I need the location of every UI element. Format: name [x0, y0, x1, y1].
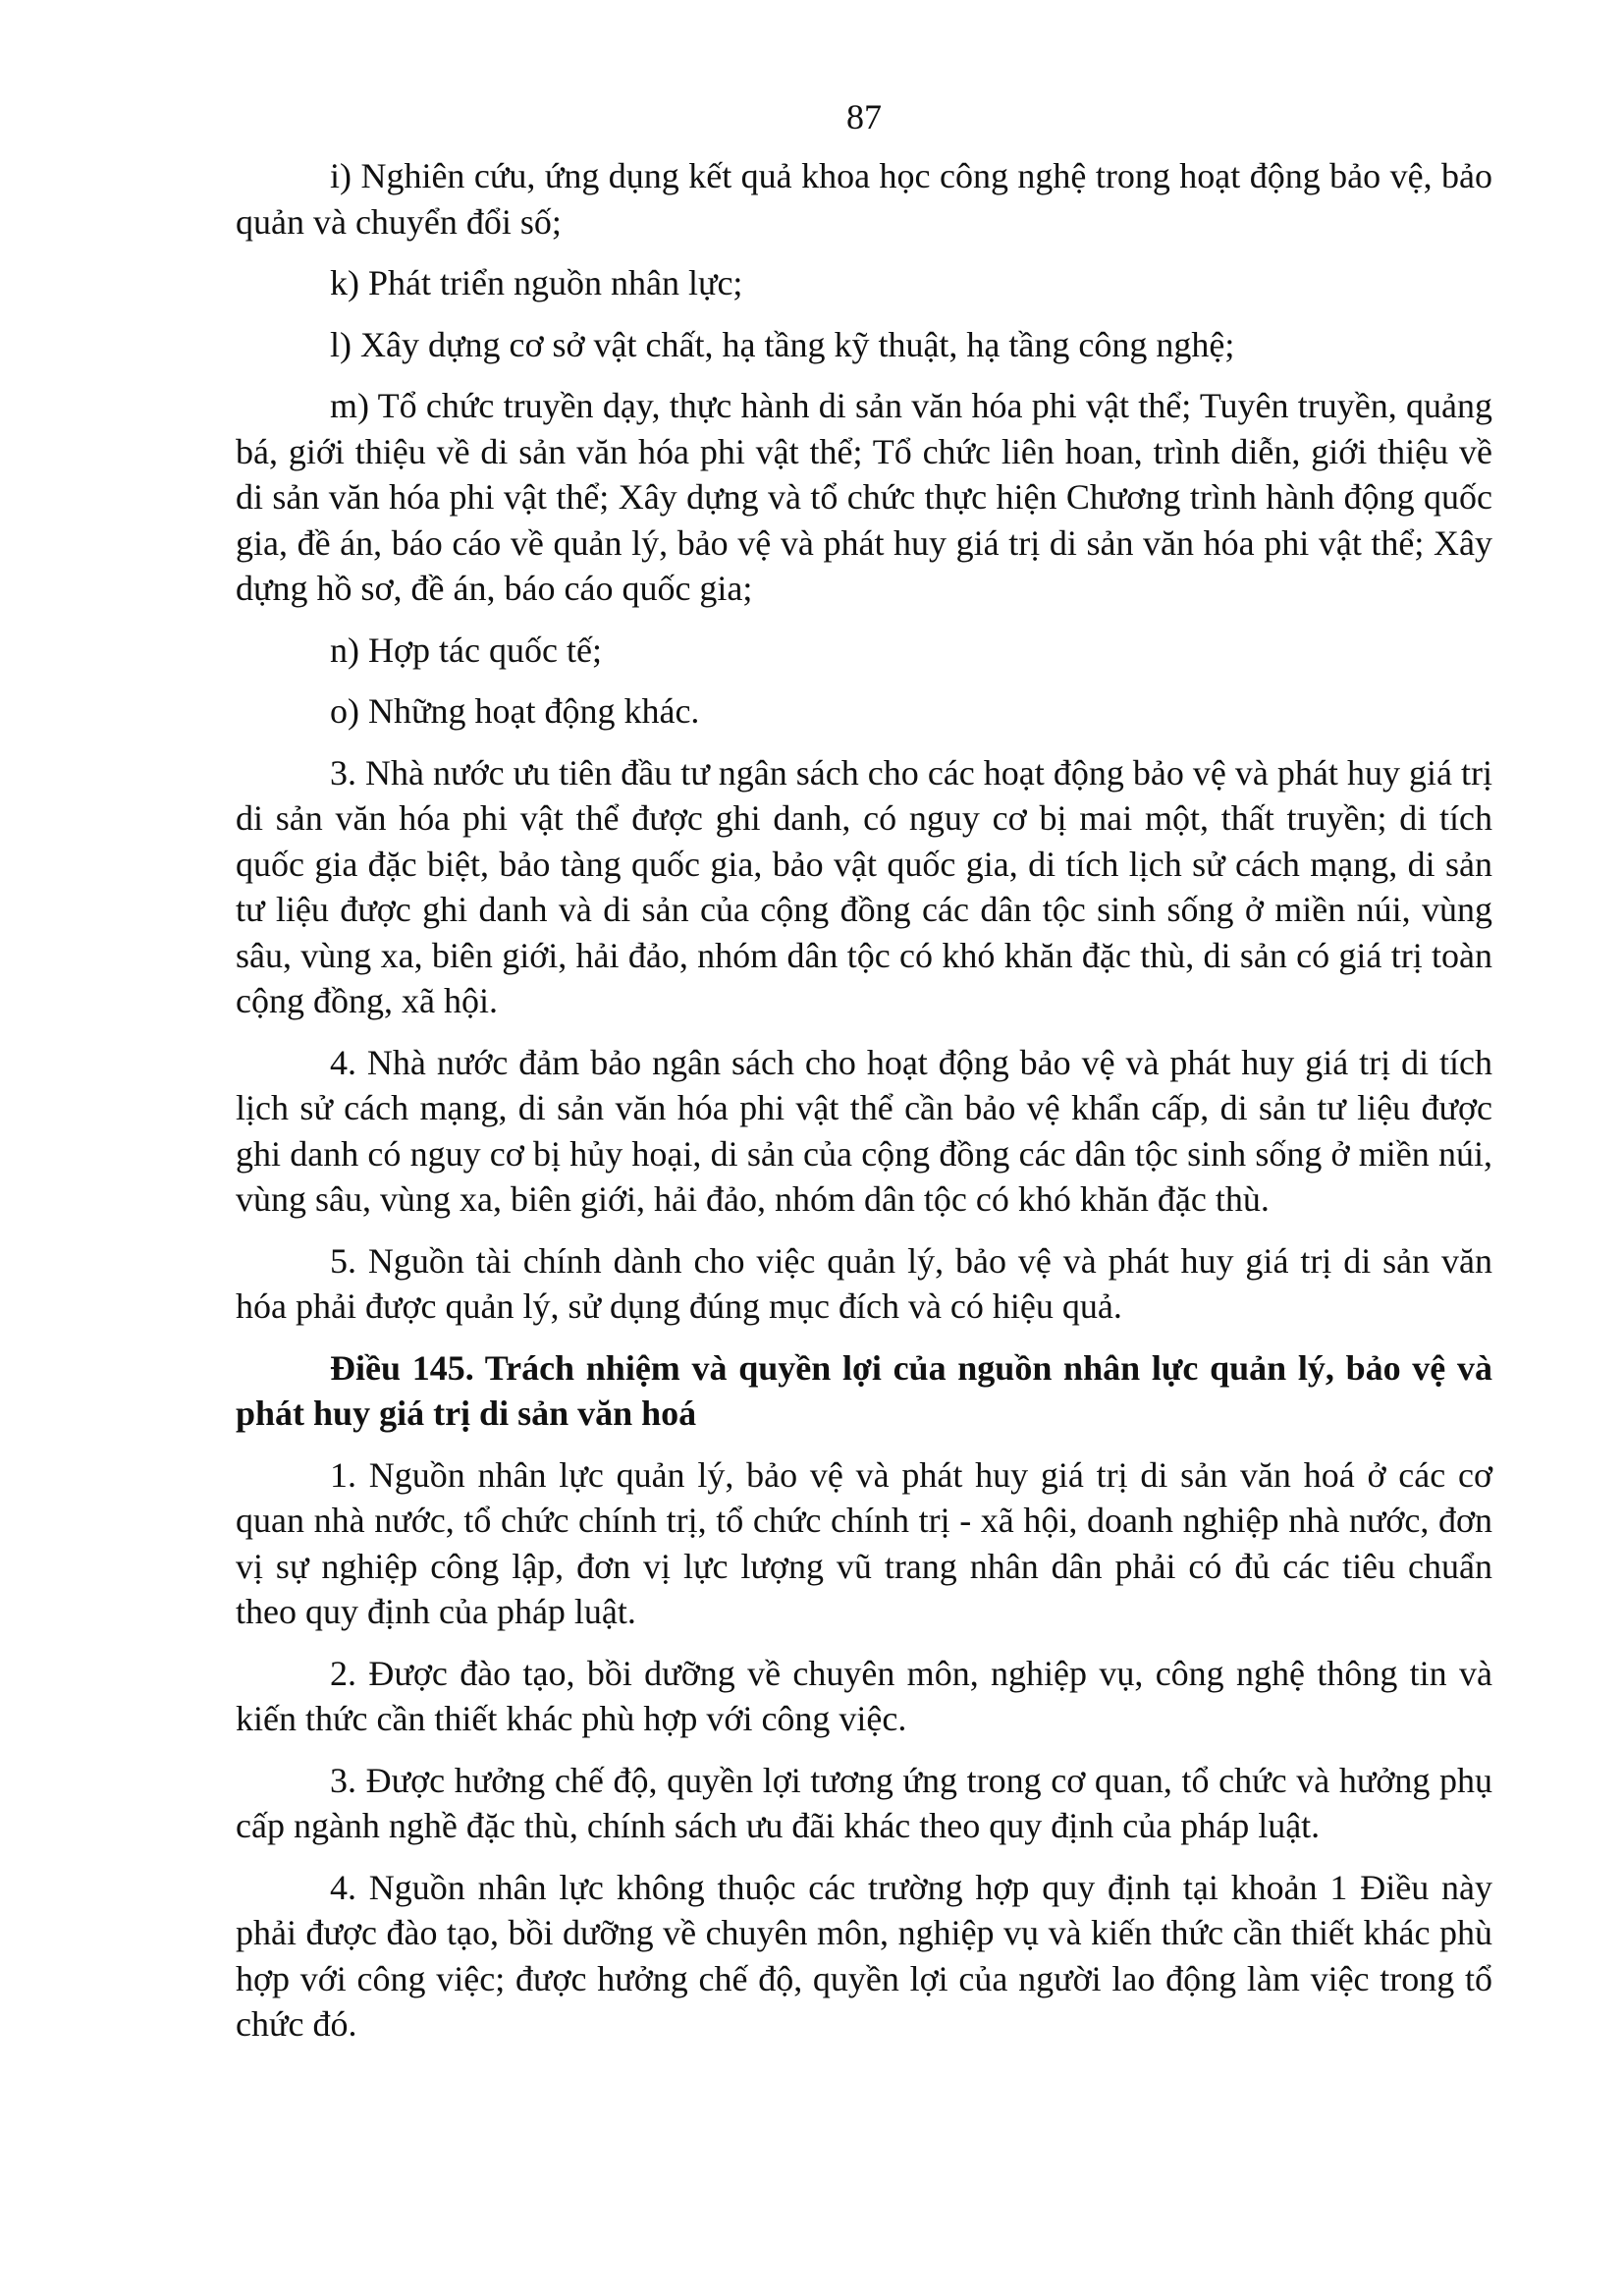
article-clause-2: 2. Được đào tạo, bồi dưỡng về chuyên môn, nghiệp vụ, công nghệ thông tin và kiến thức cần thiết khác phù hợp với công việc.	[236, 1653, 1492, 1738]
article-heading: Điều 145. Trách nhiệm và quyền lợi của nguồn nhân lực quản lý, bảo vệ và phát huy giá trị di sản văn hoá	[236, 1347, 1492, 1433]
page-number: 87	[846, 97, 882, 137]
paragraph-item-i: i) Nghiên cứu, ứng dụng kết quả khoa học công nghệ trong hoạt động bảo vệ, bảo quản và chuyển đổi số;	[236, 156, 1492, 242]
paragraph-clause-4: 4. Nhà nước đảm bảo ngân sách cho hoạt động bảo vệ và phát huy giá trị di tích lịch sử cách mạng, di sản văn hóa phi vật thể cần bảo vệ khẩn cấp, di sản tư liệu được ghi danh có nguy cơ bị hủy hoại, di sản của cộng đồng các dân tộc sinh sống ở miền núi, vùng sâu, vùng xa, biên giới, hải đảo, nhóm dân tộc có khó khăn đặc thù.	[236, 1042, 1492, 1219]
paragraph-clause-5: 5. Nguồn tài chính dành cho việc quản lý, bảo vệ và phát huy giá trị di sản văn hóa phải được quản lý, sử dụng đúng mục đích và có hiệu quả.	[236, 1240, 1492, 1326]
article-clause-1: 1. Nguồn nhân lực quản lý, bảo vệ và phát huy giá trị di sản văn hoá ở các cơ quan nhà nước, tổ chức chính trị, tổ chức chính trị - xã hội, doanh nghiệp nhà nước, đơn vị sự nghiệp công lập, đơn vị lực lượng vũ trang nhân dân phải có đủ các tiêu chuẩn theo quy định của pháp luật.	[236, 1454, 1492, 1631]
article-clause-4: 4. Nguồn nhân lực không thuộc các trường hợp quy định tại khoản 1 Điều này phải được đào tạo, bồi dưỡng về chuyên môn, nghiệp vụ và kiến thức cần thiết khác phù hợp với công việc; được hưởng chế độ, quyền lợi của người lao động làm việc trong tổ chức đó.	[236, 1867, 1492, 2044]
article-clause-3: 3. Được hưởng chế độ, quyền lợi tương ứng trong cơ quan, tổ chức và hưởng phụ cấp ngành nghề đặc thù, chính sách ưu đãi khác theo quy định của pháp luật.	[236, 1760, 1492, 1845]
paragraph-item-k: k) Phát triển nguồn nhân lực;	[330, 263, 743, 302]
paragraph-item-o: o) Những hoạt động khác.	[330, 691, 700, 731]
document-page	[236, 94, 1492, 2063]
paragraph-clause-3: 3. Nhà nước ưu tiên đầu tư ngân sách cho các hoạt động bảo vệ và phát huy giá trị di sản văn hóa phi vật thể được ghi danh, có nguy cơ bị mai một, thất truyền; di tích quốc gia đặc biệt, bảo tàng quốc gia, bảo vật quốc gia, di tích lịch sử cách mạng, di sản tư liệu được ghi danh và di sản của cộng đồng các dân tộc sinh sống ở miền núi, vùng sâu, vùng xa, biên giới, hải đảo, nhóm dân tộc có khó khăn đặc thù, di sản có giá trị toàn cộng đồng, xã hội.	[236, 752, 1492, 1020]
paragraph-item-l: l) Xây dựng cơ sở vật chất, hạ tầng kỹ thuật, hạ tầng công nghệ;	[330, 324, 1235, 364]
paragraph-item-n: n) Hợp tác quốc tế;	[330, 629, 602, 670]
paragraph-item-m: m) Tổ chức truyền dạy, thực hành di sản văn hóa phi vật thể; Tuyên truyền, quảng bá, giới thiệu về di sản văn hóa phi vật thể; Tổ chức liên hoan, trình diễn, giới thiệu về di sản văn hóa phi vật thể; Xây dựng và tổ chức thực hiện Chương trình hành động quốc gia, đề án, báo cáo về quản lý, bảo vệ và phát huy giá trị di sản văn hóa phi vật thể; Xây dựng hồ sơ, đề án, báo cáo quốc gia;	[236, 386, 1492, 608]
